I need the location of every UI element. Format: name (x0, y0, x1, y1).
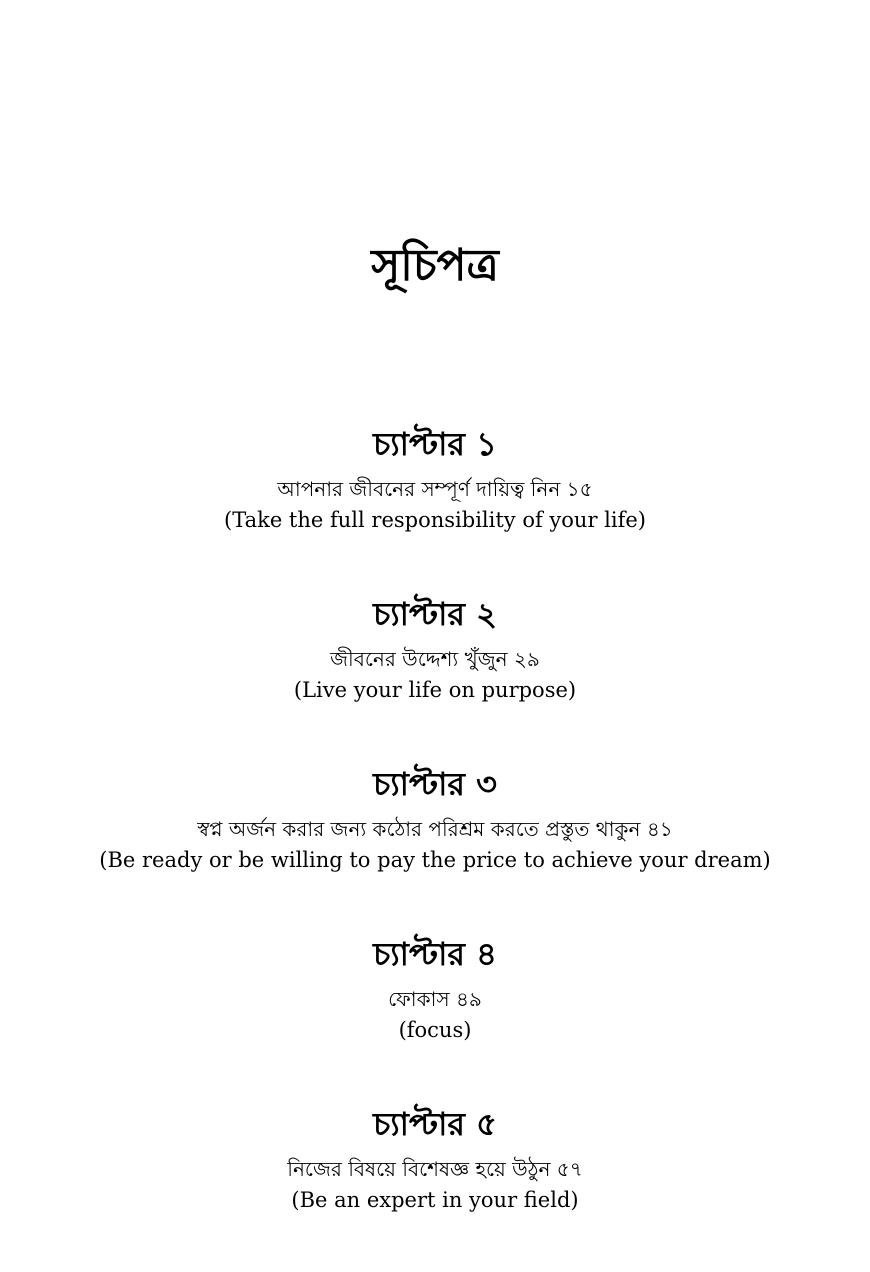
chapter-english-title: (Be ready or be willing to pay the price to achieve your dream) (99, 848, 771, 872)
chapter-bengali-title: ফোকাস ৪৯ (388, 987, 482, 1011)
chapter-entry-4 (0, 934, 870, 1044)
chapter-heading: চ্যাপ্টার ৩ (373, 765, 497, 803)
chapter-english-title: (Be an expert in your field) (291, 1188, 579, 1212)
chapter-entry-3 (0, 764, 870, 874)
chapter-heading: চ্যাপ্টার ২ (373, 595, 497, 633)
chapter-bengali-title: স্বপ্ন অর্জন করার জন্য কঠোর পরিশ্রম করতে প্রস্তুত থাকুন ৪১ (197, 817, 673, 841)
chapter-english-title: (Take the full responsibility of your life) (224, 508, 646, 532)
chapter-bengali-title: নিজের বিষয়ে বিশেষজ্ঞ হয়ে উঠুন ৫৭ (287, 1157, 583, 1181)
chapter-heading: চ্যাপ্টার ১ (373, 425, 497, 463)
chapter-entry-5 (0, 1104, 870, 1214)
chapter-english-title: (focus) (398, 1018, 472, 1042)
chapter-entry-2 (0, 594, 870, 704)
chapter-heading: চ্যাপ্টার ৪ (373, 935, 497, 973)
chapter-bengali-title: আপনার জীবনের সম্পূর্ণ দায়িত্ব নিন ১৫ (277, 477, 593, 501)
chapter-entry-1 (0, 424, 870, 534)
chapter-english-title: (Live your life on purpose) (293, 678, 577, 702)
page-title: সূচিপত্র (371, 240, 499, 291)
chapter-heading: চ্যাপ্টার ৫ (373, 1105, 497, 1143)
chapter-bengali-title: জীবনের উদ্দেশ্য খুঁজুন ২৯ (330, 647, 540, 671)
